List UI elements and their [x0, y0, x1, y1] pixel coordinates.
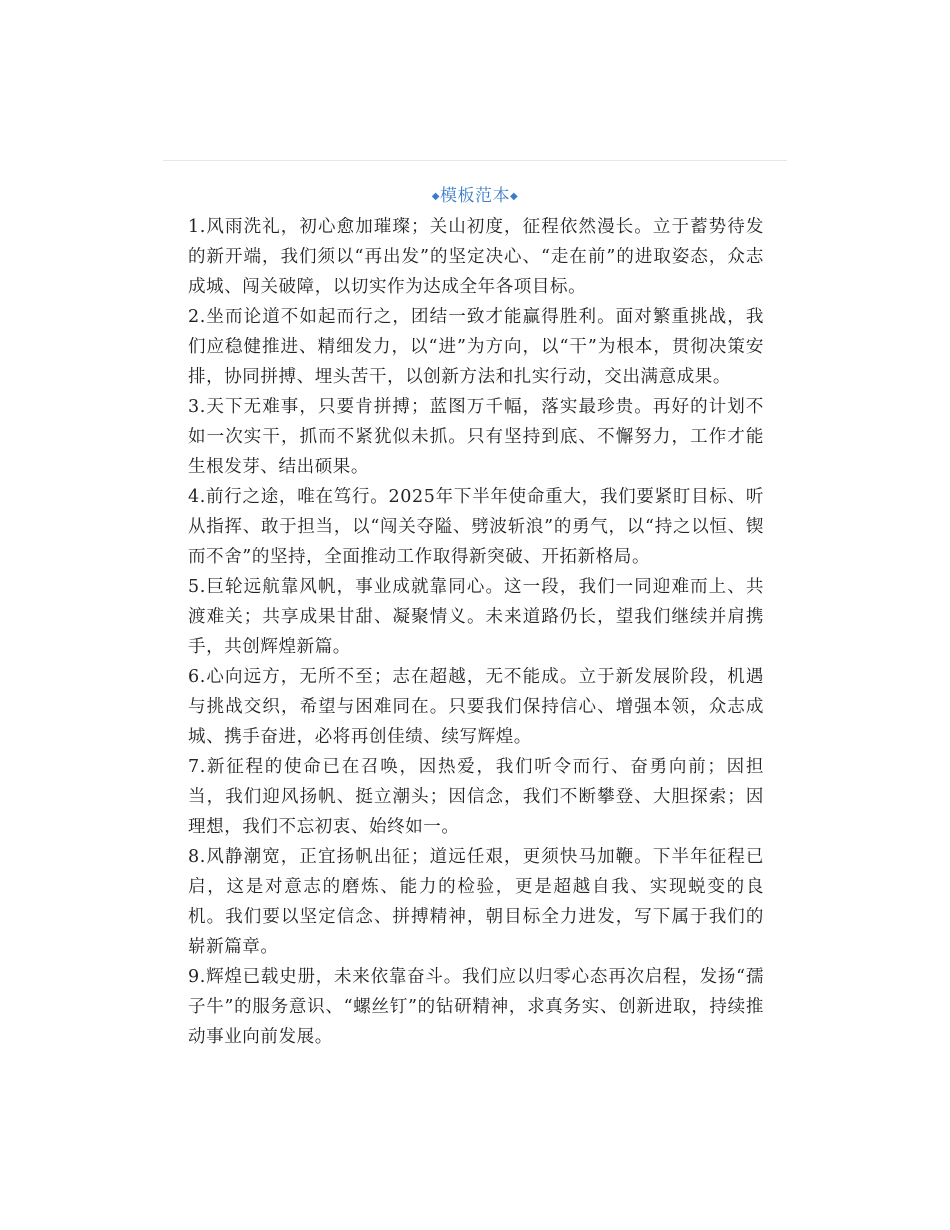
- paragraph-9: 9.辉煌已载史册，未来依靠奋斗。我们应以归零心态再次启程，发扬“孺子牛”的服务意识、“螺丝钉”的钻研精神，求真务实、创新进取，持续推动事业向前发展。: [188, 967, 764, 1047]
- paragraph-5: 5.巨轮远航靠风帆，事业成就靠同心。这一段，我们一同迎难而上、共渡难关；共享成果甘甜、凝聚情义。未来道路仍长，望我们继续并肩携手，共创辉煌新篇。: [188, 577, 764, 657]
- paragraph-1: 1.风雨洗礼，初心愈加璀璨；关山初度，征程依然漫长。立于蓄势待发的新开端，我们须以“再出发”的坚定决心、“走在前”的进取姿态，众志成城、闯关破障，以切实作为达成全年各项目标。: [188, 217, 764, 297]
- paragraph-4: 4.前行之途，唯在笃行。2025年下半年使命重大，我们要紧盯目标、听从指挥、敢于担当，以“闯关夺隘、劈波斩浪”的勇气，以“持之以恒、锲而不舍”的坚持，全面推动工作取得新突破、开拓新格局。: [188, 487, 764, 567]
- document-body: [188, 212, 764, 1052]
- section-heading: [163, 184, 787, 209]
- heading-title: 模板范本: [440, 186, 510, 206]
- header-divider: [163, 160, 787, 161]
- paragraph-6: 6.心向远方，无所不至；志在超越，无不能成。立于新发展阶段，机遇与挑战交织，希望与困难同在。只要我们保持信心、增强本领，众志成城、携手奋进，必将再创佳绩、续写辉煌。: [188, 667, 764, 747]
- paragraph-7: 7.新征程的使命已在召唤，因热爱，我们听令而行、奋勇向前；因担当，我们迎风扬帆、挺立潮头；因信念，我们不断攀登、大胆探索；因理想，我们不忘初衷、始终如一。: [188, 757, 764, 837]
- diamond-right-icon: ◆: [510, 191, 519, 202]
- paragraph-3: 3.天下无难事，只要肯拼搏；蓝图万千幅，落实最珍贵。再好的计划不如一次实干，抓而不紧犹似未抓。只有坚持到底、不懈努力，工作才能生根发芽、结出硕果。: [188, 397, 764, 477]
- diamond-left-icon: ◆: [431, 191, 440, 202]
- paragraph-2: 2.坐而论道不如起而行之，团结一致才能赢得胜利。面对繁重挑战，我们应稳健推进、精细发力，以“进”为方向，以“干”为根本，贯彻决策安排，协同拼搏、埋头苦干，以创新方法和扎实行动，交出满意成果。: [188, 307, 764, 387]
- paragraph-8: 8.风静潮宽，正宜扬帆出征；道远任艰，更须快马加鞭。下半年征程已启，这是对意志的磨炼、能力的检验，更是超越自我、实现蜕变的良机。我们要以坚定信念、拼搏精神，朝目标全力进发，写下属于我们的崭新篇章。: [188, 847, 764, 957]
